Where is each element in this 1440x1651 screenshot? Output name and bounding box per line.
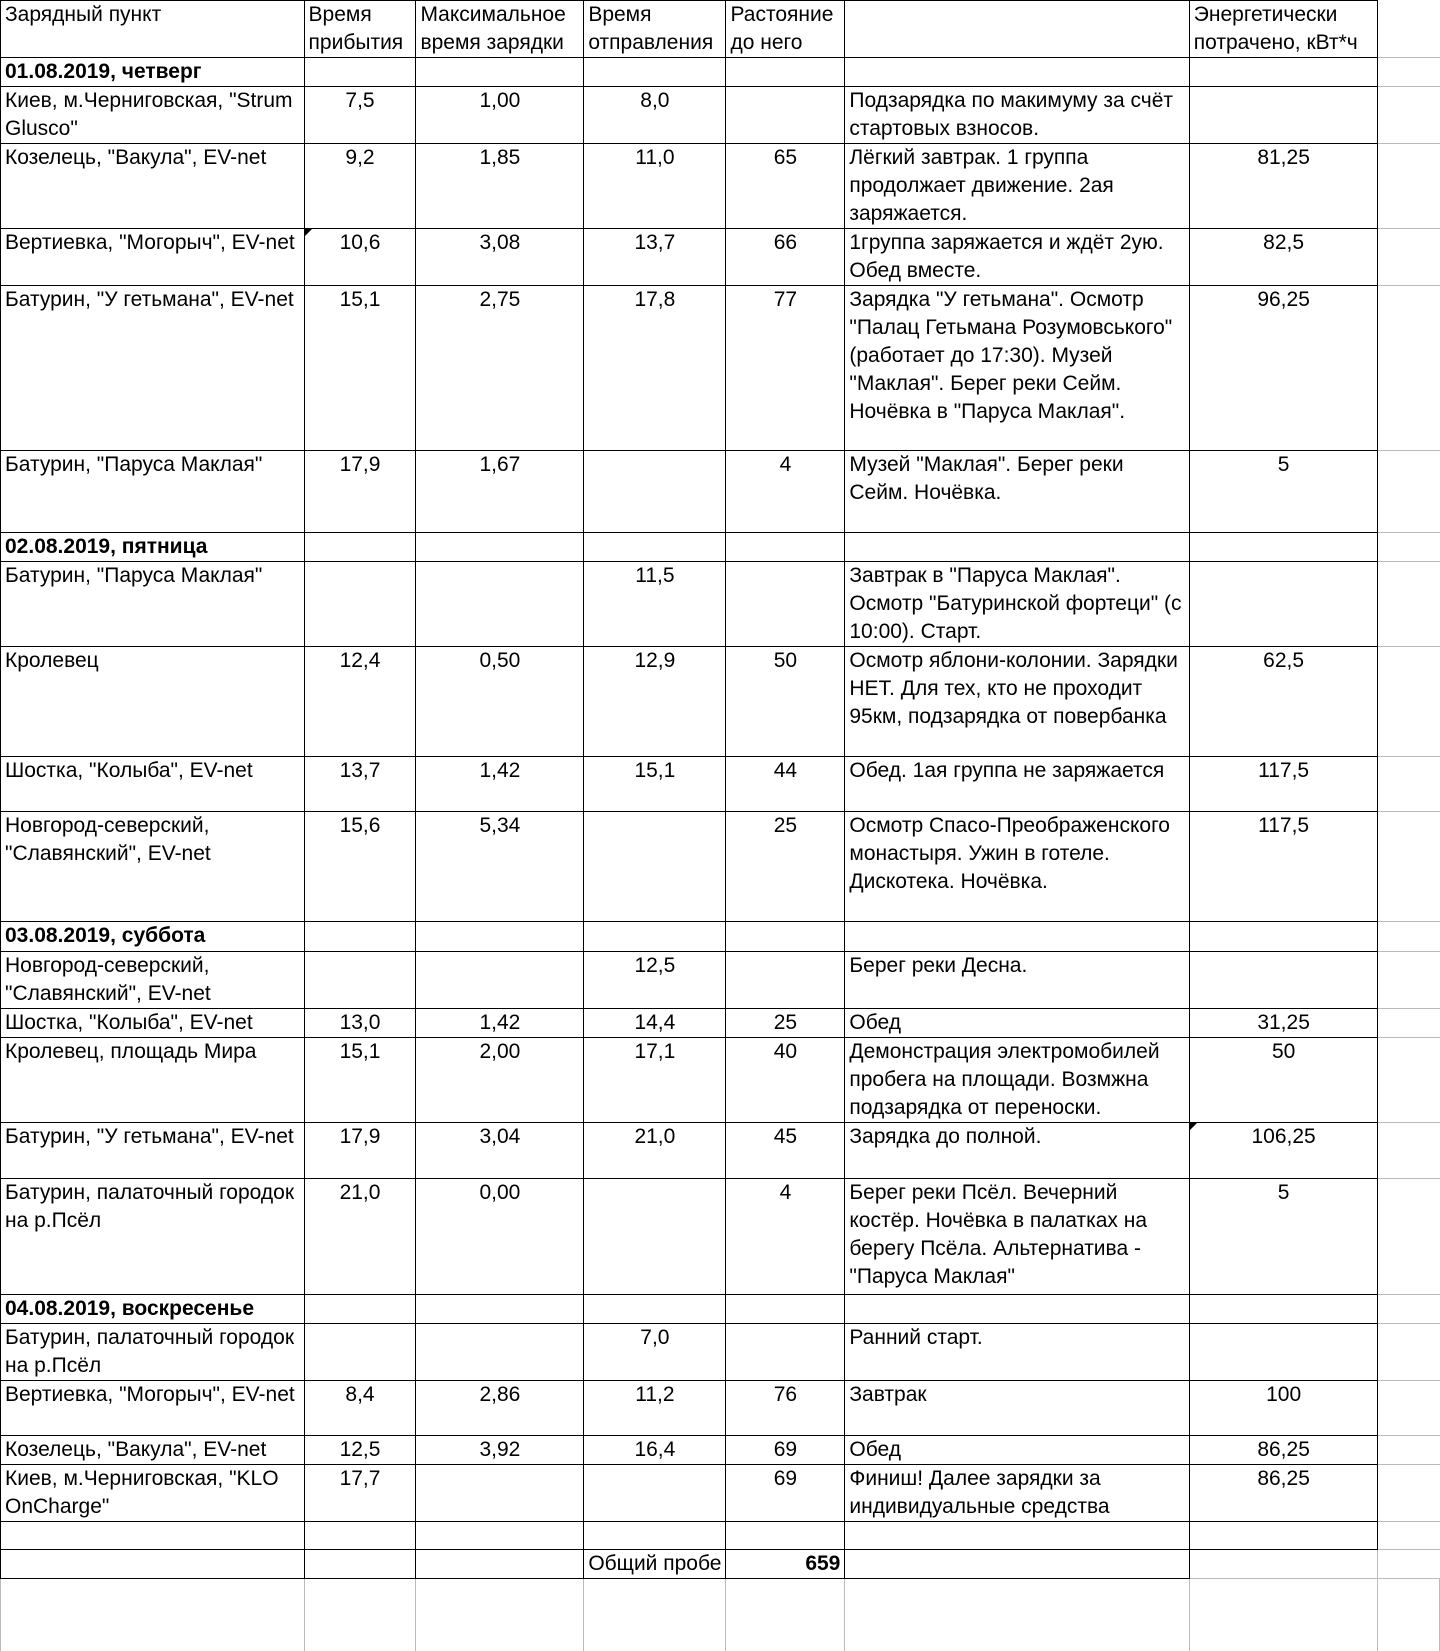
- notes-cell[interactable]: Финиш! Далее зарядки за индивидуальные средства: [845, 1465, 1189, 1522]
- distance-cell[interactable]: 4: [726, 1179, 845, 1295]
- empty-cell[interactable]: [304, 1522, 416, 1550]
- max-charge-time-cell[interactable]: [416, 952, 584, 1009]
- notes-cell[interactable]: Осмотр яблони-колонии. Зарядки НЕТ. Для тех, кто не проходит 95км, подзарядка от повербанка: [845, 647, 1189, 757]
- max-charge-time-cell[interactable]: [416, 562, 584, 647]
- empty-cell[interactable]: [584, 1579, 726, 1651]
- distance-cell[interactable]: [726, 562, 845, 647]
- header-max-charge-time[interactable]: Максимальное время зарядки: [416, 1, 584, 58]
- table-row: [1, 647, 1440, 757]
- empty-cell[interactable]: [416, 1295, 584, 1324]
- table-row: [1, 286, 1440, 451]
- distance-cell[interactable]: 76: [726, 1381, 845, 1436]
- empty-cell[interactable]: [1189, 1579, 1378, 1651]
- departure-time-cell[interactable]: 21,0: [584, 1123, 726, 1179]
- max-charge-time-cell[interactable]: 0,50: [416, 647, 584, 757]
- notes-cell[interactable]: Музей "Маклая". Берег реки Сейм. Ночёвка.: [845, 451, 1189, 533]
- departure-time-cell[interactable]: 12,9: [584, 647, 726, 757]
- energy-cell[interactable]: 81,25: [1189, 144, 1378, 229]
- day-header-row: [1, 58, 1440, 87]
- notes-cell[interactable]: Зарядка "У гетьмана". Осмотр "Палац Гетьмана Розумовського" (работает до 17:30). Музей "Маклая". Берег реки Сейм. Ночёвка в "Паруса Маклая".: [845, 286, 1189, 451]
- energy-cell[interactable]: 86,25: [1189, 1465, 1378, 1522]
- empty-cell[interactable]: [416, 1550, 584, 1579]
- arrival-time-cell[interactable]: 8,4: [304, 1381, 416, 1436]
- table-row: [1, 1465, 1440, 1522]
- empty-cell[interactable]: [726, 533, 845, 562]
- empty-cell[interactable]: [584, 58, 726, 87]
- departure-time-cell[interactable]: 16,4: [584, 1436, 726, 1465]
- charging-point-cell[interactable]: Новгород-северский, "Славянский", EV-net: [1, 952, 305, 1009]
- distance-cell[interactable]: 77: [726, 286, 845, 451]
- distance-cell[interactable]: 4: [726, 451, 845, 533]
- empty-row: [1, 1522, 1440, 1550]
- empty-cell[interactable]: [584, 922, 726, 952]
- empty-cell[interactable]: [584, 1522, 726, 1550]
- arrival-time-cell[interactable]: 12,4: [304, 647, 416, 757]
- distance-cell[interactable]: 44: [726, 757, 845, 812]
- empty-cell[interactable]: [304, 58, 416, 87]
- distance-cell[interactable]: [726, 1324, 845, 1381]
- energy-cell[interactable]: 117,5: [1189, 757, 1378, 812]
- table-row: [1, 952, 1440, 1009]
- arrival-time-cell[interactable]: 17,7: [304, 1465, 416, 1522]
- energy-cell[interactable]: 117,5: [1189, 812, 1378, 922]
- max-charge-time-cell[interactable]: 2,86: [416, 1381, 584, 1436]
- total-row: [1, 1550, 1440, 1579]
- day-date-cell[interactable]: 04.08.2019, воскресенье: [1, 1295, 305, 1324]
- arrival-time-cell[interactable]: 15,1: [304, 286, 416, 451]
- departure-time-cell[interactable]: 17,8: [584, 286, 726, 451]
- notes-cell[interactable]: Обед. 1ая группа не заряжается: [845, 757, 1189, 812]
- notes-cell[interactable]: Осмотр Спасо-Преображенского монастыря. Ужин в готеле. Дискотека. Ночёвка.: [845, 812, 1189, 922]
- arrival-time-cell[interactable]: [304, 952, 416, 1009]
- extra-cell[interactable]: [1378, 647, 1440, 757]
- max-charge-time-cell[interactable]: [416, 1324, 584, 1381]
- charging-point-cell[interactable]: Киев, м.Черниговская, "KLO OnCharge": [1, 1465, 305, 1522]
- empty-cell[interactable]: [726, 922, 845, 952]
- empty-cell[interactable]: [584, 533, 726, 562]
- arrival-time-cell[interactable]: [304, 562, 416, 647]
- charging-point-cell[interactable]: Батурин, "Паруса Маклая": [1, 562, 305, 647]
- day-header-row: [1, 922, 1440, 952]
- empty-cell[interactable]: [1189, 1295, 1378, 1324]
- distance-cell[interactable]: 25: [726, 1009, 845, 1038]
- empty-cell[interactable]: [726, 58, 845, 87]
- extra-cell[interactable]: [1378, 1123, 1440, 1179]
- notes-cell[interactable]: Берег реки Псёл. Вечерний костёр. Ночёвка в палатках на берегу Псёла. Альтернатива - "Паруса Маклая": [845, 1179, 1189, 1295]
- arrival-time-cell[interactable]: 13,7: [304, 757, 416, 812]
- table-row: [1, 1123, 1440, 1179]
- extra-cell[interactable]: [1378, 1324, 1440, 1381]
- departure-time-cell[interactable]: 17,1: [584, 1038, 726, 1123]
- empty-cell[interactable]: [1189, 58, 1378, 87]
- departure-time-cell[interactable]: 7,0: [584, 1324, 726, 1381]
- extra-cell[interactable]: [1378, 1550, 1440, 1579]
- header-departure-time[interactable]: Время отправления: [584, 1, 726, 58]
- table-row: [1, 1381, 1440, 1436]
- energy-cell[interactable]: 106,25: [1189, 1123, 1378, 1179]
- arrival-time-cell[interactable]: 13,0: [304, 1009, 416, 1038]
- extra-cell[interactable]: [1378, 1465, 1440, 1522]
- table-row: [1, 812, 1440, 922]
- empty-cell[interactable]: [304, 1550, 416, 1579]
- table-row: [1, 1038, 1440, 1123]
- max-charge-time-cell[interactable]: 1,67: [416, 451, 584, 533]
- charging-point-cell[interactable]: Батурин, "Паруса Маклая": [1, 451, 305, 533]
- header-extra-cell[interactable]: [1378, 1, 1440, 58]
- total-mileage-label[interactable]: Общий пробе: [584, 1550, 726, 1579]
- day-header-row: [1, 1295, 1440, 1324]
- day-date-cell[interactable]: 03.08.2019, суббота: [1, 922, 305, 952]
- arrival-time-cell[interactable]: 17,9: [304, 451, 416, 533]
- max-charge-time-cell[interactable]: 1,85: [416, 144, 584, 229]
- departure-time-cell[interactable]: 15,1: [584, 757, 726, 812]
- table-row: [1, 451, 1440, 533]
- energy-cell[interactable]: 96,25: [1189, 286, 1378, 451]
- energy-cell[interactable]: 62,5: [1189, 647, 1378, 757]
- arrival-time-cell[interactable]: [304, 1324, 416, 1381]
- extra-cell[interactable]: [1378, 58, 1440, 87]
- empty-cell[interactable]: [845, 58, 1189, 87]
- max-charge-time-cell[interactable]: 2,75: [416, 286, 584, 451]
- extra-cell[interactable]: [1378, 1522, 1440, 1550]
- charging-point-cell[interactable]: Батурин, "У гетьмана", EV-net: [1, 1123, 305, 1179]
- notes-cell[interactable]: Обед: [845, 1009, 1189, 1038]
- table-row: [1, 229, 1440, 286]
- charging-point-cell[interactable]: Козелець, "Вакула", EV-net: [1, 144, 305, 229]
- departure-time-cell[interactable]: 11,5: [584, 562, 726, 647]
- header-distance[interactable]: Растояние до него: [726, 1, 845, 58]
- arrival-time-cell[interactable]: 12,5: [304, 1436, 416, 1465]
- energy-cell[interactable]: 50: [1189, 1038, 1378, 1123]
- charging-point-cell[interactable]: Шостка, "Колыба", EV-net: [1, 1009, 305, 1038]
- distance-cell[interactable]: 66: [726, 229, 845, 286]
- empty-cell[interactable]: [726, 1522, 845, 1550]
- departure-time-cell[interactable]: 14,4: [584, 1009, 726, 1038]
- departure-time-cell[interactable]: [584, 1465, 726, 1522]
- energy-cell[interactable]: 82,5: [1189, 229, 1378, 286]
- max-charge-time-cell[interactable]: 3,04: [416, 1123, 584, 1179]
- empty-cell[interactable]: [416, 922, 584, 952]
- empty-row: [1, 1579, 1440, 1651]
- extra-cell[interactable]: [1378, 533, 1440, 562]
- table-row: [1, 562, 1440, 647]
- max-charge-time-cell[interactable]: 3,92: [416, 1436, 584, 1465]
- empty-cell[interactable]: [1189, 533, 1378, 562]
- notes-cell[interactable]: Зарядка до полной.: [845, 1123, 1189, 1179]
- notes-cell[interactable]: Демонстрация электромобилей пробега на площади. Возмжна подзарядка от переноски.: [845, 1038, 1189, 1123]
- energy-cell[interactable]: [1189, 562, 1378, 647]
- departure-time-cell[interactable]: [584, 1179, 726, 1295]
- empty-cell[interactable]: [1, 1522, 305, 1550]
- charging-point-cell[interactable]: Новгород-северский, "Славянский", EV-net: [1, 812, 305, 922]
- distance-cell[interactable]: 69: [726, 1436, 845, 1465]
- departure-time-cell[interactable]: [584, 451, 726, 533]
- empty-cell[interactable]: [1378, 1579, 1440, 1651]
- empty-cell[interactable]: [1, 1550, 305, 1579]
- empty-cell[interactable]: [416, 1579, 584, 1651]
- charging-point-cell[interactable]: Шостка, "Колыба", EV-net: [1, 757, 305, 812]
- charging-point-cell[interactable]: Козелець, "Вакула", EV-net: [1, 1436, 305, 1465]
- empty-cell[interactable]: [304, 533, 416, 562]
- extra-cell[interactable]: [1378, 922, 1440, 952]
- empty-cell[interactable]: [845, 1522, 1189, 1550]
- extra-cell[interactable]: [1378, 144, 1440, 229]
- arrival-time-cell[interactable]: 17,9: [304, 1123, 416, 1179]
- notes-cell[interactable]: Обед: [845, 1436, 1189, 1465]
- empty-cell[interactable]: [845, 533, 1189, 562]
- departure-time-cell[interactable]: 8,0: [584, 87, 726, 144]
- departure-time-cell[interactable]: 11,0: [584, 144, 726, 229]
- empty-cell[interactable]: [1189, 922, 1378, 952]
- energy-cell[interactable]: 5: [1189, 1179, 1378, 1295]
- max-charge-time-cell[interactable]: 2,00: [416, 1038, 584, 1123]
- departure-time-cell[interactable]: 13,7: [584, 229, 726, 286]
- empty-cell[interactable]: [416, 1522, 584, 1550]
- extra-cell[interactable]: [1378, 229, 1440, 286]
- empty-cell[interactable]: [416, 533, 584, 562]
- charging-point-cell[interactable]: Батурин, "У гетьмана", EV-net: [1, 286, 305, 451]
- empty-cell[interactable]: [1, 1579, 305, 1651]
- energy-cell[interactable]: 86,25: [1189, 1436, 1378, 1465]
- extra-cell[interactable]: [1378, 1179, 1440, 1295]
- header-row: [1, 1, 1440, 58]
- extra-cell[interactable]: [1378, 451, 1440, 533]
- charging-point-cell[interactable]: Вертиевка, "Могорыч", EV-net: [1, 1381, 305, 1436]
- empty-cell[interactable]: [845, 922, 1189, 952]
- extra-cell[interactable]: [1378, 1009, 1440, 1038]
- extra-cell[interactable]: [1378, 757, 1440, 812]
- extra-cell[interactable]: [1378, 1381, 1440, 1436]
- table-row: [1, 1324, 1440, 1381]
- header-energy[interactable]: Энергетически потрачено, кВт*ч: [1189, 1, 1378, 58]
- arrival-time-cell[interactable]: 15,6: [304, 812, 416, 922]
- energy-cell[interactable]: 5: [1189, 451, 1378, 533]
- notes-cell[interactable]: Завтрак: [845, 1381, 1189, 1436]
- energy-cell[interactable]: [1189, 87, 1378, 144]
- total-mileage-value[interactable]: 659: [726, 1550, 845, 1579]
- distance-cell[interactable]: 69: [726, 1465, 845, 1522]
- max-charge-time-cell[interactable]: 1,00: [416, 87, 584, 144]
- extra-cell[interactable]: [1378, 1295, 1440, 1324]
- charging-point-cell[interactable]: Кролевец, площадь Мира: [1, 1038, 305, 1123]
- empty-cell[interactable]: [845, 1295, 1189, 1324]
- header-arrival-time[interactable]: Время прибытия: [304, 1, 416, 58]
- charging-point-cell[interactable]: Киев, м.Черниговская, "Strum Glusco": [1, 87, 305, 144]
- notes-cell[interactable]: Берег реки Десна.: [845, 952, 1189, 1009]
- empty-cell[interactable]: [1189, 1522, 1378, 1550]
- energy-cell[interactable]: [1189, 952, 1378, 1009]
- table-row: [1, 144, 1440, 229]
- distance-cell[interactable]: 25: [726, 812, 845, 922]
- max-charge-time-cell[interactable]: 3,08: [416, 229, 584, 286]
- extra-cell[interactable]: [1378, 812, 1440, 922]
- departure-time-cell[interactable]: 11,2: [584, 1381, 726, 1436]
- empty-cell[interactable]: [1189, 1550, 1378, 1579]
- arrival-time-cell[interactable]: 9,2: [304, 144, 416, 229]
- distance-cell[interactable]: [726, 952, 845, 1009]
- charging-point-cell[interactable]: Вертиевка, "Могорыч", EV-net: [1, 229, 305, 286]
- header-notes[interactable]: [845, 1, 1189, 58]
- distance-cell[interactable]: 45: [726, 1123, 845, 1179]
- empty-cell[interactable]: [304, 922, 416, 952]
- distance-cell[interactable]: [726, 87, 845, 144]
- distance-cell[interactable]: 50: [726, 647, 845, 757]
- energy-cell[interactable]: 31,25: [1189, 1009, 1378, 1038]
- extra-cell[interactable]: [1378, 1038, 1440, 1123]
- arrival-time-cell[interactable]: 7,5: [304, 87, 416, 144]
- extra-cell[interactable]: [1378, 562, 1440, 647]
- empty-cell[interactable]: [416, 58, 584, 87]
- table-row: [1, 87, 1440, 144]
- day-date-cell[interactable]: 02.08.2019, пятница: [1, 533, 305, 562]
- max-charge-time-cell[interactable]: [416, 1465, 584, 1522]
- extra-cell[interactable]: [1378, 1436, 1440, 1465]
- notes-cell[interactable]: Ранний старт.: [845, 1324, 1189, 1381]
- charging-point-cell[interactable]: Кролевец: [1, 647, 305, 757]
- distance-cell[interactable]: 65: [726, 144, 845, 229]
- max-charge-time-cell[interactable]: 1,42: [416, 757, 584, 812]
- extra-cell[interactable]: [1378, 286, 1440, 451]
- notes-cell[interactable]: 1группа заряжается и ждёт 2ую. Обед вместе.: [845, 229, 1189, 286]
- empty-cell[interactable]: [304, 1295, 416, 1324]
- arrival-time-cell[interactable]: 21,0: [304, 1179, 416, 1295]
- distance-cell[interactable]: 40: [726, 1038, 845, 1123]
- day-header-row: [1, 533, 1440, 562]
- energy-cell[interactable]: [1189, 1324, 1378, 1381]
- max-charge-time-cell[interactable]: 5,34: [416, 812, 584, 922]
- charging-point-cell[interactable]: Батурин, палаточный городок на р.Псёл: [1, 1324, 305, 1381]
- charging-point-cell[interactable]: Батурин, палаточный городок на р.Псёл: [1, 1179, 305, 1295]
- max-charge-time-cell[interactable]: 0,00: [416, 1179, 584, 1295]
- notes-cell[interactable]: Завтрак в "Паруса Маклая". Осмотр "Батуринской фортеци" (с 10:00). Старт.: [845, 562, 1189, 647]
- extra-cell[interactable]: [1378, 952, 1440, 1009]
- empty-cell[interactable]: [845, 1579, 1189, 1651]
- table-row: [1, 1436, 1440, 1465]
- notes-cell[interactable]: Лёгкий завтрак. 1 группа продолжает движение. 2ая заряжается.: [845, 144, 1189, 229]
- arrival-time-cell[interactable]: 15,1: [304, 1038, 416, 1123]
- extra-cell[interactable]: [1378, 87, 1440, 144]
- energy-cell[interactable]: 100: [1189, 1381, 1378, 1436]
- max-charge-time-cell[interactable]: 1,42: [416, 1009, 584, 1038]
- day-date-cell[interactable]: 01.08.2019, четверг: [1, 58, 305, 87]
- empty-cell[interactable]: [726, 1295, 845, 1324]
- table-row: [1, 1009, 1440, 1038]
- departure-time-cell[interactable]: 12,5: [584, 952, 726, 1009]
- empty-cell[interactable]: [845, 1550, 1189, 1579]
- notes-cell[interactable]: Подзарядка по макимуму за счёт стартовых взносов.: [845, 87, 1189, 144]
- header-charging-point[interactable]: Зарядный пункт: [1, 1, 305, 58]
- table-row: [1, 1179, 1440, 1295]
- arrival-time-cell[interactable]: 10,6: [304, 229, 416, 286]
- empty-cell[interactable]: [726, 1579, 845, 1651]
- table-row: [1, 757, 1440, 812]
- departure-time-cell[interactable]: [584, 812, 726, 922]
- empty-cell[interactable]: [584, 1295, 726, 1324]
- empty-cell[interactable]: [304, 1579, 416, 1651]
